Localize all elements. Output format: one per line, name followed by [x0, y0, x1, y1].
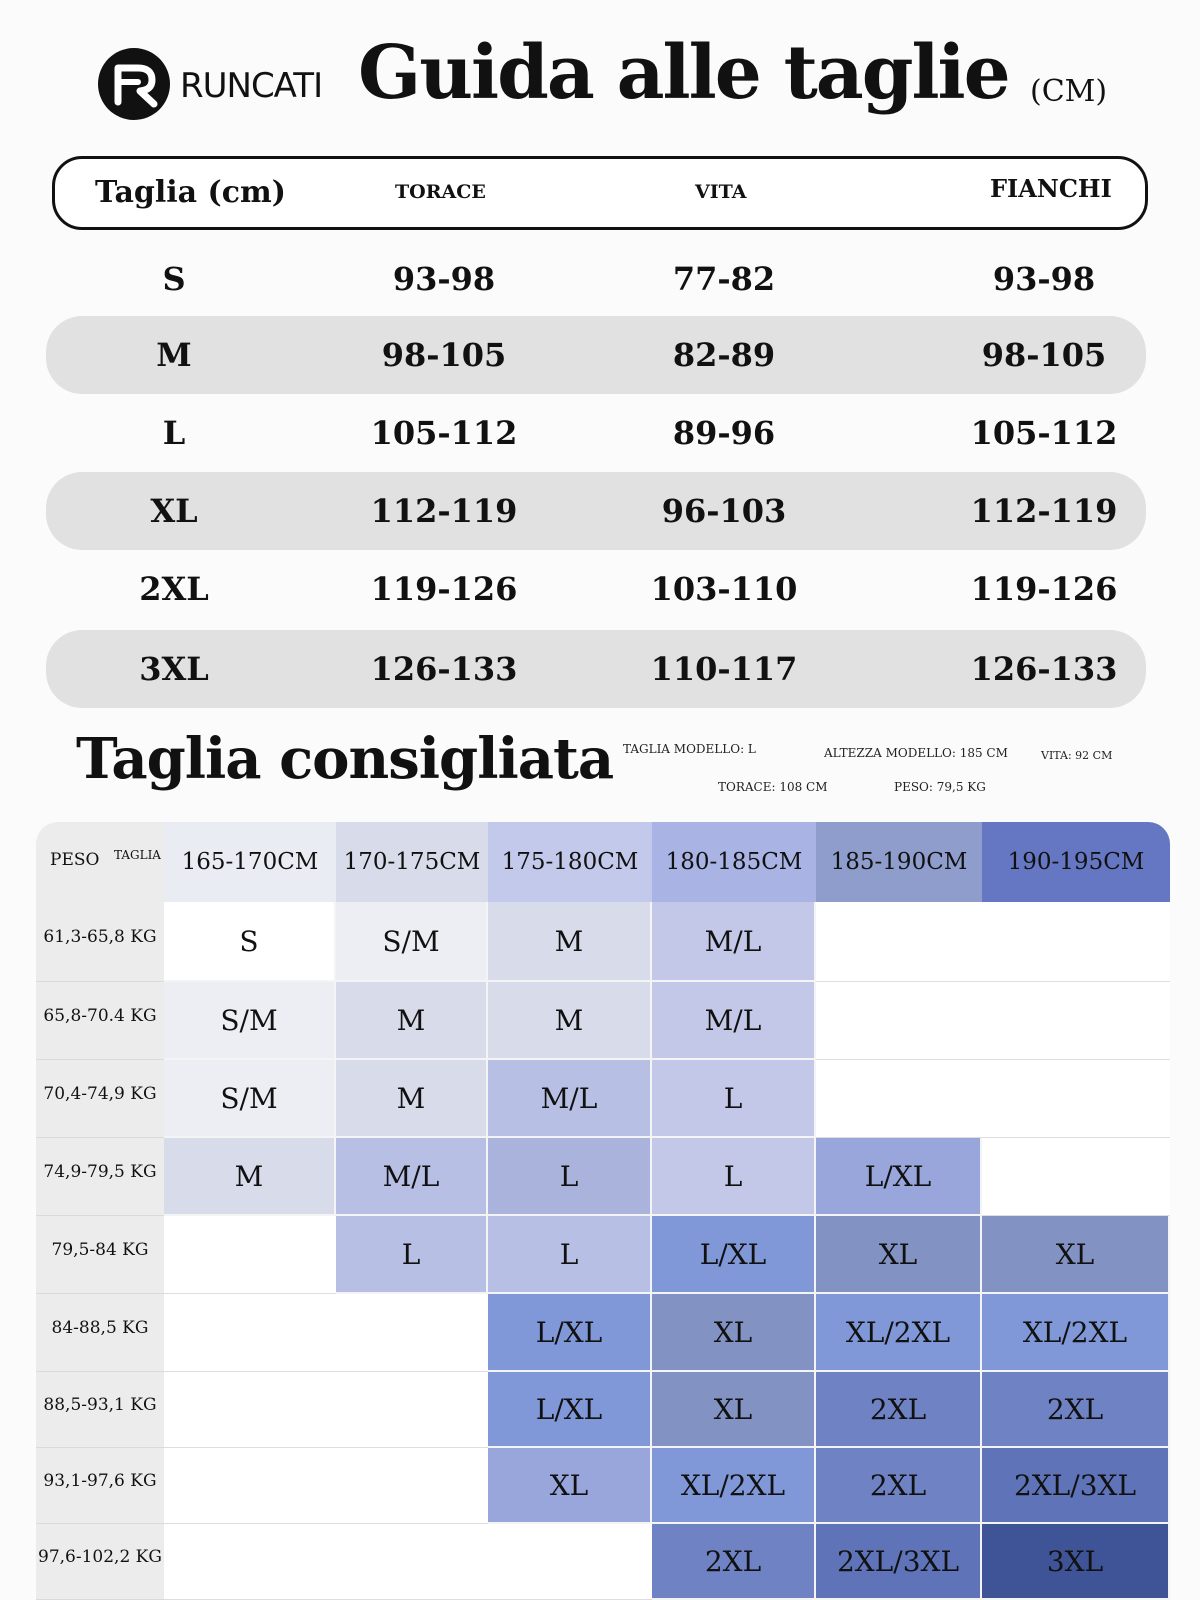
size-cell-fianchi: 126-133	[970, 650, 1118, 688]
model-chest: TORACE: 108 CM	[718, 780, 828, 794]
size-row	[46, 394, 1146, 472]
size-recommendation-cell: XL	[982, 1216, 1170, 1294]
size-recommendation-cell: XL	[816, 1216, 982, 1294]
size-recommendation-cell: 2XL	[982, 1372, 1170, 1448]
size-recommendation-cell: XL/2XL	[816, 1294, 982, 1372]
size-recommendation-cell: L	[652, 1060, 816, 1138]
height-column-header: 185-190CM	[816, 822, 982, 902]
header-fianchi: FIANCHI	[990, 174, 1112, 203]
peso-label: PESO	[50, 850, 100, 870]
size-cell-size: S	[162, 260, 186, 298]
size-recommendation-cell: L/XL	[816, 1138, 982, 1216]
size-recommendation-cell: L/XL	[488, 1294, 652, 1372]
header-vita: VITA	[695, 181, 747, 203]
size-cell-vita: 110-117	[650, 650, 798, 688]
weight-row-label: 79,5-84 KG	[36, 1216, 164, 1294]
header-torace: TORACE	[395, 181, 486, 203]
size-recommendation-cell: M	[336, 1060, 488, 1138]
grid-corner	[36, 822, 164, 902]
model-height: ALTEZZA MODELLO: 185 CM	[824, 746, 1008, 760]
size-table-header	[52, 156, 1148, 230]
size-recommendation-cell: M	[164, 1138, 336, 1216]
size-cell-torace: 112-119	[370, 492, 518, 530]
page-title: Guida alle taglie	[358, 30, 1009, 116]
recommendation-title: Taglia consigliata	[76, 726, 614, 792]
size-recommendation-cell: 2XL/3XL	[816, 1524, 982, 1600]
model-weight: PESO: 79,5 KG	[894, 780, 986, 794]
size-recommendation-cell: S/M	[164, 1060, 336, 1138]
size-recommendation-cell: S/M	[336, 902, 488, 982]
size-cell-size: XL	[150, 492, 198, 530]
size-recommendation-cell: XL	[488, 1448, 652, 1524]
weight-row-label: 93,1-97,6 KG	[36, 1448, 164, 1524]
size-cell-size: L	[162, 414, 186, 452]
size-cell-fianchi: 112-119	[970, 492, 1118, 530]
size-recommendation-cell: XL	[652, 1372, 816, 1448]
size-recommendation-cell: M	[336, 982, 488, 1060]
size-recommendation-cell: L	[336, 1216, 488, 1294]
recommendation-grid	[36, 822, 1170, 1600]
size-recommendation-cell: M/L	[652, 982, 816, 1060]
size-cell-vita: 77-82	[672, 260, 776, 298]
size-recommendation-cell: L	[488, 1216, 652, 1294]
brand-logo	[98, 46, 348, 122]
header-taglia: Taglia (cm)	[95, 175, 286, 210]
size-recommendation-cell: L	[652, 1138, 816, 1216]
height-column-header: 180-185CM	[652, 822, 816, 902]
size-recommendation-cell: L/XL	[488, 1372, 652, 1448]
size-recommendation-cell: XL	[652, 1294, 816, 1372]
size-recommendation-cell: 2XL/3XL	[982, 1448, 1170, 1524]
size-recommendation-cell: L/XL	[652, 1216, 816, 1294]
size-recommendation-cell: M	[488, 982, 652, 1060]
model-waist: VITA: 92 CM	[1041, 749, 1113, 762]
size-recommendation-cell: M/L	[652, 902, 816, 982]
weight-row-label: 74,9-79,5 KG	[36, 1138, 164, 1216]
height-column-header: 165-170CM	[164, 822, 336, 902]
size-cell-fianchi: 105-112	[970, 414, 1118, 452]
size-recommendation-cell: XL/2XL	[982, 1294, 1170, 1372]
size-cell-torace: 105-112	[370, 414, 518, 452]
size-cell-size: M	[156, 336, 192, 374]
size-recommendation-cell: 2XL	[816, 1372, 982, 1448]
size-cell-torace: 119-126	[370, 570, 518, 608]
size-row	[46, 316, 1146, 394]
weight-row-label: 97,6-102,2 KG	[36, 1524, 164, 1600]
size-cell-fianchi: 98-105	[981, 336, 1107, 374]
logo-r-icon	[98, 48, 170, 120]
size-cell-size: 3XL	[139, 650, 209, 688]
size-cell-vita: 82-89	[672, 336, 776, 374]
size-row	[46, 240, 1146, 318]
size-recommendation-cell: M	[488, 902, 652, 982]
size-recommendation-cell: 3XL	[982, 1524, 1170, 1600]
weight-row-label: 70,4-74,9 KG	[36, 1060, 164, 1138]
size-recommendation-cell: L	[488, 1138, 652, 1216]
size-row	[46, 472, 1146, 550]
size-cell-vita: 103-110	[650, 570, 798, 608]
size-cell-fianchi: 93-98	[992, 260, 1096, 298]
weight-row-label: 88,5-93,1 KG	[36, 1372, 164, 1448]
size-cell-vita: 89-96	[672, 414, 776, 452]
size-cell-torace: 93-98	[392, 260, 496, 298]
weight-row-label: 65,8-70.4 KG	[36, 982, 164, 1060]
size-cell-torace: 98-105	[381, 336, 507, 374]
size-cell-fianchi: 119-126	[970, 570, 1118, 608]
height-column-header: 175-180CM	[488, 822, 652, 902]
model-size: TAGLIA MODELLO: L	[623, 742, 756, 756]
size-row	[46, 550, 1146, 628]
size-recommendation-cell: 2XL	[816, 1448, 982, 1524]
size-cell-torace: 126-133	[370, 650, 518, 688]
height-column-header: 170-175CM	[336, 822, 488, 902]
taglia-label: TAGLIA	[114, 848, 161, 862]
size-recommendation-cell: XL/2XL	[652, 1448, 816, 1524]
size-recommendation-cell: S	[164, 902, 336, 982]
size-cell-size: 2XL	[139, 570, 209, 608]
size-recommendation-cell: M/L	[336, 1138, 488, 1216]
size-recommendation-cell: 2XL	[652, 1524, 816, 1600]
unit-label: (CM)	[1030, 74, 1108, 109]
size-recommendation-cell: S/M	[164, 982, 336, 1060]
size-recommendation-cell: M/L	[488, 1060, 652, 1138]
height-column-header: 190-195CM	[982, 822, 1170, 902]
weight-row-label: 61,3-65,8 KG	[36, 902, 164, 982]
weight-row-label: 84-88,5 KG	[36, 1294, 164, 1372]
brand-name: RUNCATI	[180, 66, 323, 106]
size-cell-vita: 96-103	[661, 492, 787, 530]
size-row	[46, 630, 1146, 708]
